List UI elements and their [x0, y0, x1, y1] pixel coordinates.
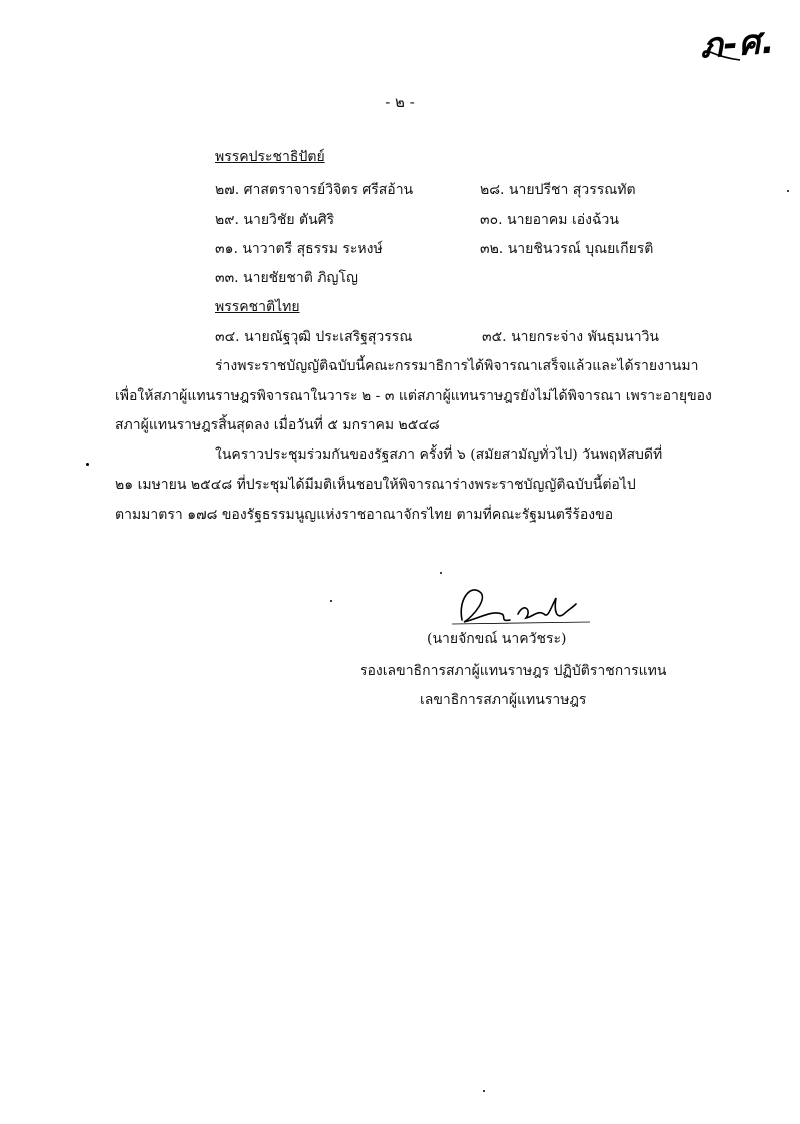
- member-item: ๓๑. นาวาตรี สุธรรม ระหงษ์: [215, 241, 383, 257]
- member-item: ๓๔. นายณัฐวุฒิ ประเสริฐสุวรรณ: [215, 329, 413, 345]
- handwritten-signature: [440, 580, 600, 630]
- member-item: ๓๕. นายกระจ่าง พันธุมนาวิน: [482, 329, 660, 345]
- scan-speck: [483, 1090, 485, 1092]
- member-item: ๒๗. ศาสตราจารย์วิจิตร ศรีสอ้าน: [215, 182, 414, 198]
- member-item: ๓๐. นายอาคม เอ่งฉ้วน: [480, 212, 619, 228]
- paragraph1-line3: สภาผู้แทนราษฎรสิ้นสุดลง เมื่อวันที่ ๕ มกราคม ๒๕๔๘: [115, 417, 440, 433]
- party-heading-democrat: พรรคประชาธิปัตย์: [215, 149, 325, 165]
- page-number: - ๒ -: [385, 93, 415, 111]
- scan-speck: [440, 572, 442, 574]
- member-item: ๒๙. นายวิชัย ตันศิริ: [215, 212, 335, 228]
- paragraph1-line2: เพื่อให้สภาผู้แทนราษฎรพิจารณาในวาระ ๒ - ๓ แต่สภาผู้แทนราษฎรยังไม่ได้พิจารณา เพราะอายุของ: [115, 388, 712, 404]
- member-item: ๓๓. นายชัยชาติ ภิญโญ: [215, 270, 358, 286]
- party-heading-chartthai: พรรคชาติไทย: [215, 299, 300, 315]
- signatory-title-1: รองเลขาธิการสภาผู้แทนราษฎร ปฏิบัติราชการแทน: [360, 663, 667, 679]
- paragraph2-line3: ตามมาตรา ๑๗๘ ของรัฐธรรมนูญแห่งราชอาณาจักรไทย ตามที่คณะรัฐมนตรีร้องขอ: [115, 507, 614, 523]
- signatory-name: (นายจักขณ์ นาควัชระ): [427, 631, 567, 647]
- scan-speck: [787, 190, 789, 192]
- signatory-title-2: เลขาธิการสภาผู้แทนราษฎร: [420, 692, 587, 708]
- member-item: ๒๘. นายปรีชา สุวรรณทัต: [480, 182, 636, 198]
- scan-speck: [86, 463, 89, 466]
- handwritten-stamp: ภ-ศ.: [698, 21, 777, 67]
- member-item: ๓๒. นายชินวรณ์ บุณยเกียรติ: [480, 241, 654, 257]
- paragraph1-line1: ร่างพระราชบัญญัติฉบับนี้คณะกรรมาธิการได้พิจารณาเสร็จแล้วและได้รายงานมา: [215, 358, 699, 374]
- scan-speck: [330, 600, 332, 602]
- stamp-underline: [708, 48, 742, 62]
- paragraph2-line1: ในคราวประชุมร่วมกันของรัฐสภา ครั้งที่ ๖ (สมัยสามัญทั่วไป) วันพฤหัสบดีที่: [215, 447, 663, 463]
- paragraph2-line2: ๒๑ เมษายน ๒๕๔๘ ที่ประชุมได้มีมติเห็นชอบให้พิจารณาร่างพระราชบัญญัติฉบับนี้ต่อไป: [115, 477, 636, 493]
